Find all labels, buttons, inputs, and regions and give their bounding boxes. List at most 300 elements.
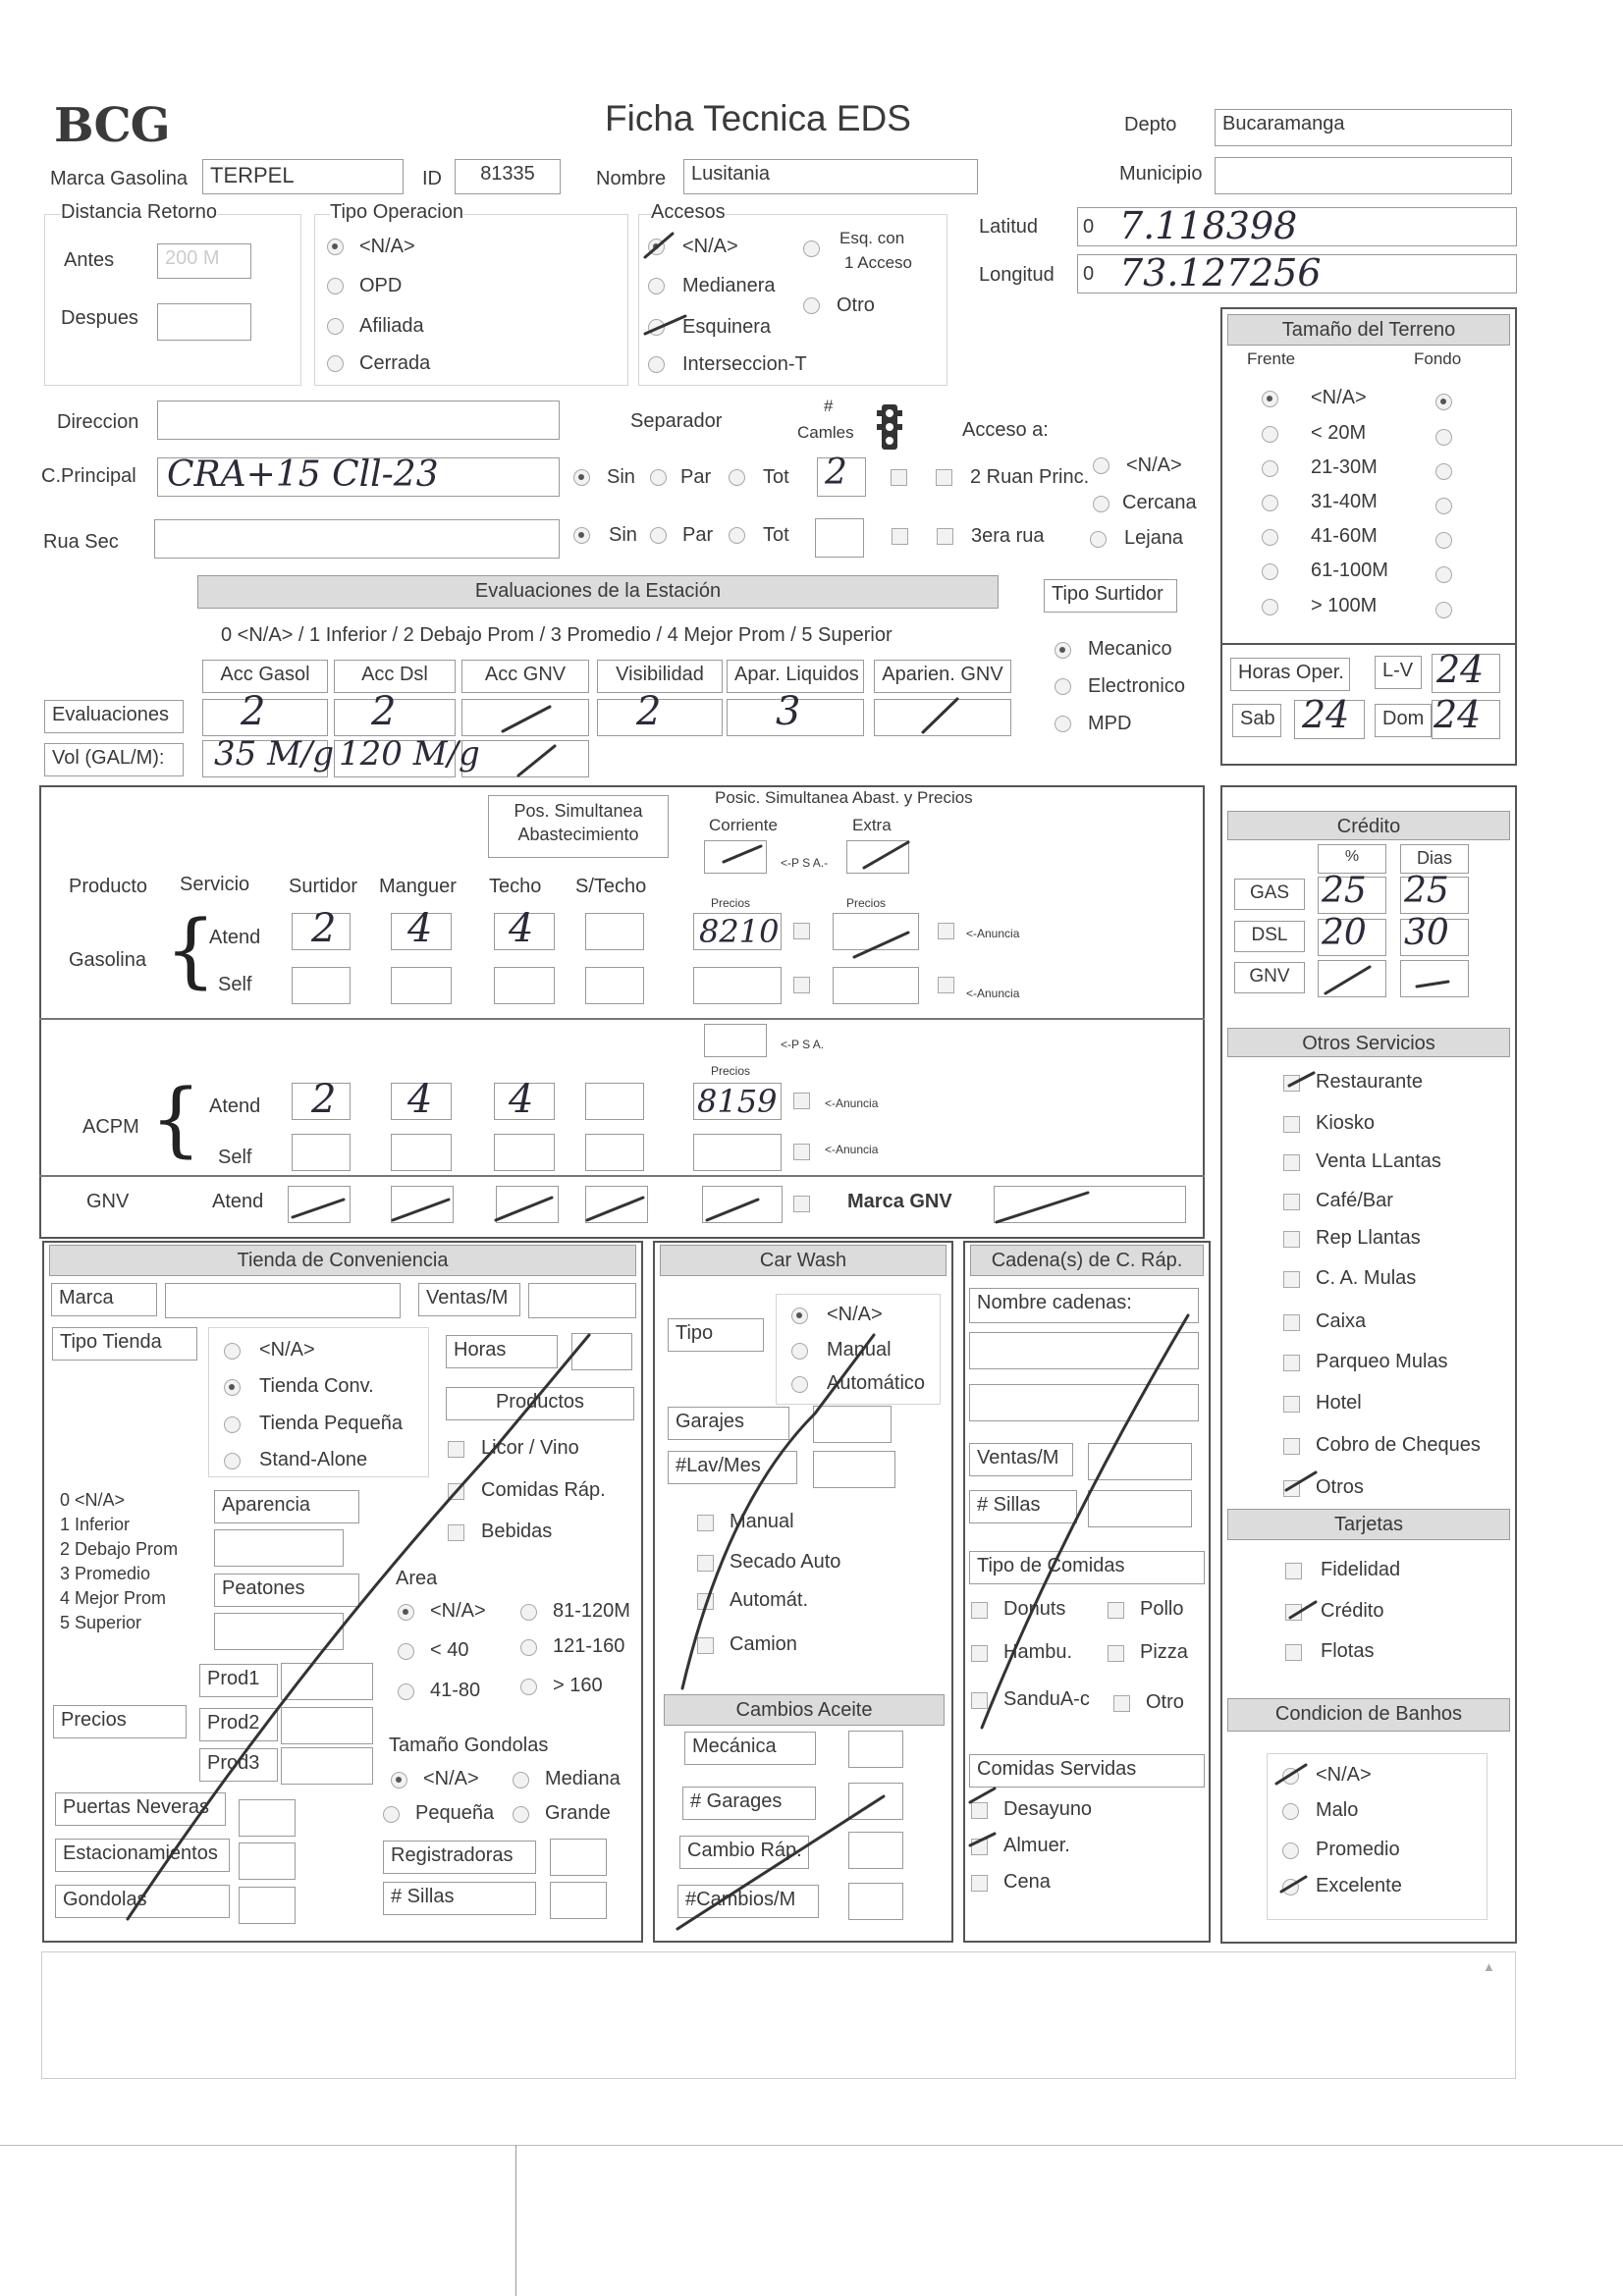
marca-gasolina-field[interactable]: TERPEL (202, 159, 404, 194)
acpm-atend-surtidor: 2 (311, 1077, 337, 1122)
rs-camles-field[interactable] (815, 518, 864, 558)
page-fold-line (515, 2145, 516, 2296)
evaluaciones-scale: 0 <N/A> / 1 Inferior / 2 Debajo Prom / 3 Promedio / 4 Mejor Prom / 5 Superior (221, 624, 893, 646)
otros-checkbox-10[interactable] (1283, 1480, 1300, 1497)
area-radio-0[interactable] (398, 1604, 414, 1621)
area-radio-4[interactable] (520, 1639, 537, 1656)
gas-atend-precio-extra-field[interactable] (833, 913, 919, 950)
carwash-item-checkbox-2[interactable] (697, 1593, 714, 1610)
tarjeta-label-0: Fidelidad (1321, 1559, 1401, 1580)
gnv-manguer-field[interactable] (391, 1186, 454, 1223)
gas-atend-corr-anuncia-checkbox[interactable] (793, 923, 810, 939)
extra-label: Extra (852, 816, 892, 834)
nombre-label: Nombre (596, 168, 667, 189)
prod3-field[interactable] (281, 1747, 373, 1785)
tienda-prod-label-2: Bebidas (481, 1521, 553, 1542)
tipo-operacion-title: Tipo Operacion (330, 201, 463, 223)
gas-atend-extra-anuncia-checkbox[interactable] (938, 923, 954, 939)
tienda-ventas-label: Ventas/M (418, 1283, 520, 1316)
servida-checkbox-0[interactable] (971, 1802, 988, 1819)
fondo-radio-3[interactable] (1435, 498, 1452, 514)
otros-checkbox-8[interactable] (1283, 1396, 1300, 1413)
fondo-radio-6[interactable] (1435, 602, 1452, 618)
tienda-prod-checkbox-0[interactable] (448, 1441, 464, 1458)
peatones-label: Peatones (214, 1574, 359, 1607)
gnv-surtidor-field[interactable] (288, 1186, 351, 1223)
vol-gnv-field[interactable] (461, 740, 589, 777)
tipo-op-na-radio[interactable] (327, 239, 344, 255)
otros-label-0: Restaurante (1316, 1071, 1423, 1093)
horas-field[interactable] (571, 1333, 632, 1370)
acceso-esquinera-radio[interactable] (648, 319, 665, 336)
distancia-title: Distancia Retorno (61, 201, 217, 223)
terreno-option-0: <N/A> (1311, 387, 1367, 408)
acpm-atend-manguer: 4 (407, 1077, 433, 1122)
terreno-option-5: 61-100M (1311, 560, 1388, 581)
comidas-servidas-label: Comidas Servidas (969, 1754, 1205, 1788)
col-servicio: Servicio (180, 874, 250, 895)
antes-field[interactable]: 200 M (157, 243, 251, 279)
carwash-item-checkbox-0[interactable] (697, 1515, 714, 1531)
otros-label-1: Kiosko (1316, 1112, 1376, 1134)
gas-self-precio-corriente-field[interactable] (693, 967, 782, 1004)
acpm-brace: { (150, 1073, 202, 1166)
acceso-interseccion-radio[interactable] (648, 356, 665, 373)
acceso-na-radio[interactable] (648, 239, 665, 255)
tipo-tienda-radio-0[interactable] (224, 1343, 241, 1360)
longitud-label: Longitud (979, 264, 1055, 286)
acceso-a-na-radio[interactable] (1093, 457, 1109, 474)
surtidor-electronico-radio[interactable] (1055, 678, 1071, 695)
cadenas-sillas-label: # Sillas (969, 1490, 1077, 1523)
credito-dias-header: Dias (1400, 844, 1469, 874)
camles-label: Camles (797, 423, 854, 442)
tarjeta-label-1: Crédito (1321, 1600, 1384, 1622)
frente-radio-6[interactable] (1262, 599, 1278, 615)
marca-gasolina-label: Marca Gasolina (50, 168, 189, 189)
comida-label-3: Pizza (1140, 1641, 1188, 1663)
nombre-cadenas-field[interactable]: Nombre cadenas: (969, 1288, 1199, 1323)
frente-radio-3[interactable] (1262, 495, 1278, 511)
cadenas-ventas-field[interactable] (1088, 1443, 1192, 1480)
col-apar-liquidos: Apar. Liquidos (727, 660, 864, 693)
surtidor-electronico-label: Electronico (1088, 675, 1185, 697)
otros-checkbox-4[interactable] (1283, 1231, 1300, 1248)
frente-radio-4[interactable] (1262, 529, 1278, 546)
frente-radio-2[interactable] (1262, 460, 1278, 477)
area-label-3: 81-120M (553, 1600, 630, 1622)
fondo-radio-1[interactable] (1435, 429, 1452, 446)
acpm-self-col-2-field[interactable] (494, 1134, 555, 1171)
acceso-a-cercana-radio[interactable] (1093, 496, 1109, 512)
distancia-group (44, 214, 301, 386)
comida-checkbox-1[interactable] (1108, 1602, 1124, 1619)
acceso-otro-radio[interactable] (803, 297, 820, 314)
carwash-item-label-2: Automát. (730, 1589, 809, 1611)
gas-self-col-0-field[interactable] (292, 967, 351, 1004)
tienda-prod-checkbox-2[interactable] (448, 1524, 464, 1541)
gas-self-extra-anuncia-checkbox[interactable] (938, 977, 954, 993)
area-radio-5[interactable] (520, 1679, 537, 1695)
comida-checkbox-3[interactable] (1108, 1645, 1124, 1662)
latitud-label: Latitud (979, 216, 1039, 238)
fondo-radio-2[interactable] (1435, 463, 1452, 480)
credito-gas-dias-value: 25 (1404, 871, 1449, 911)
tipo-op-opd-label: OPD (359, 275, 403, 296)
area-label-2: 41-80 (430, 1680, 481, 1701)
servida-checkbox-1[interactable] (971, 1839, 988, 1855)
cadenas-ventas-label: Ventas/M (969, 1443, 1073, 1476)
tipo-op-opd-radio[interactable] (327, 278, 344, 294)
frente-radio-1[interactable] (1262, 426, 1278, 443)
direccion-label: Direccion (57, 411, 139, 433)
tamano-label-2: Pequeña (415, 1802, 495, 1824)
ncambios-field[interactable] (848, 1883, 903, 1920)
acpm-atend-anuncia-checkbox[interactable] (793, 1093, 810, 1109)
gondolas-field[interactable] (239, 1887, 296, 1924)
tera-rua-checkbox[interactable] (937, 528, 953, 545)
tarjeta-checkbox-0[interactable] (1285, 1563, 1302, 1579)
ngarages-label: # Garages (682, 1787, 816, 1820)
surtidor-mecanico-label: Mecanico (1088, 638, 1172, 660)
acpm-self-col-0-field[interactable] (292, 1134, 351, 1171)
acpm-divider (39, 1175, 1205, 1177)
banhos-label-0: <N/A> (1316, 1764, 1372, 1786)
acpm-anuncia-1: <-Anuncia (825, 1096, 879, 1110)
terreno-option-3: 31-40M (1311, 491, 1378, 512)
depto-field[interactable]: Bucaramanga (1215, 109, 1512, 146)
gnv-stecho-field[interactable] (585, 1186, 648, 1223)
tipo-op-na-label: <N/A> (359, 236, 415, 257)
ruan-princ-checkbox[interactable] (936, 469, 952, 486)
registradoras-field[interactable] (550, 1839, 607, 1876)
otros-checkbox-6[interactable] (1283, 1314, 1300, 1331)
garajes-label: Garajes (668, 1407, 789, 1440)
tienda-prod-label-1: Comidas Ráp. (481, 1479, 606, 1501)
otros-checkbox-9[interactable] (1283, 1438, 1300, 1455)
lv-value: 24 (1436, 648, 1485, 691)
frente-radio-0[interactable] (1262, 391, 1278, 407)
marca-gnv-field[interactable] (994, 1186, 1186, 1223)
otros-checkbox-2[interactable] (1283, 1154, 1300, 1171)
comida-checkbox-5[interactable] (1113, 1695, 1130, 1712)
tipo-tienda-radio-3[interactable] (224, 1453, 241, 1469)
gnv-atend-label: Atend (212, 1191, 264, 1212)
acpm-self-precio-field[interactable] (693, 1134, 782, 1171)
acpm-atend-col-3-field[interactable] (585, 1083, 644, 1120)
tipo-comidas-label: Tipo de Comidas (969, 1551, 1205, 1584)
cprincipal-label: C.Principal (41, 465, 136, 487)
gas-self-corr-anuncia-checkbox[interactable] (793, 977, 810, 993)
surtidor-mpd-radio[interactable] (1055, 716, 1071, 732)
servida-label-1: Almuer. (1003, 1835, 1070, 1856)
estacionamientos-field[interactable] (239, 1842, 296, 1880)
area-radio-1[interactable] (398, 1643, 414, 1660)
cambio-rap-label: Cambio Ráp. (679, 1836, 809, 1869)
cambio-rap-field[interactable] (848, 1832, 903, 1869)
tipo-op-afiliada-radio[interactable] (327, 318, 344, 335)
carwash-item-checkbox-3[interactable] (697, 1637, 714, 1654)
registradoras-label: Registradoras (383, 1841, 536, 1874)
rs-par-label: Par (682, 524, 714, 546)
rs-separador-checkbox[interactable] (892, 528, 908, 545)
ngarages-field[interactable] (848, 1783, 903, 1820)
acpm-self-col-3-field[interactable] (585, 1134, 644, 1171)
col-acc-gasol: Acc Gasol (202, 660, 328, 693)
comida-label-2: Hambu. (1003, 1641, 1073, 1663)
cadenas-sillas-field[interactable] (1088, 1490, 1192, 1527)
corriente-psa-field[interactable] (704, 840, 767, 874)
depto-label: Depto (1124, 114, 1177, 135)
municipio-field[interactable] (1215, 157, 1512, 194)
carwash-item-checkbox-1[interactable] (697, 1555, 714, 1572)
gnv-label: GNV (86, 1191, 130, 1212)
gas-self-precio-extra-field[interactable] (833, 967, 919, 1004)
tipo-tienda-label-0: <N/A> (259, 1339, 315, 1361)
otros-checkbox-3[interactable] (1283, 1194, 1300, 1210)
tipo-op-cerrada-label: Cerrada (359, 352, 431, 374)
bcg-logo: BCG (54, 98, 170, 153)
despues-field[interactable] (157, 303, 251, 341)
otros-servicios-title: Otros Servicios (1227, 1028, 1510, 1057)
gas-self-col-1-field[interactable] (391, 967, 452, 1004)
comments-textarea[interactable] (41, 1951, 1516, 2079)
surtidor-mpd-label: MPD (1088, 713, 1132, 734)
lv-label: L-V (1375, 656, 1422, 689)
tienda-scale-5: 5 Superior (60, 1613, 142, 1632)
tamano-radio-0[interactable] (391, 1772, 407, 1789)
acceso-interseccion-label: Interseccion-T (682, 353, 807, 375)
acceso-a-label: Acceso a: (962, 419, 1049, 441)
puertas-neveras-field[interactable] (239, 1799, 296, 1837)
col-manguer: Manguer (379, 876, 457, 897)
rs-sin-radio[interactable] (573, 527, 590, 544)
acpm-precios-label: Precios (711, 1064, 751, 1078)
evaluaciones-header: Evaluaciones de la Estación (197, 575, 999, 609)
area-radio-3[interactable] (520, 1604, 537, 1621)
rs-tot-radio[interactable] (729, 527, 745, 544)
latitud-prefix: 0 (1083, 216, 1095, 238)
cp-par-radio[interactable] (650, 469, 667, 486)
tamano-radio-1[interactable] (513, 1772, 529, 1789)
cp-sin-radio[interactable] (573, 469, 590, 486)
vol-label: Vol (GAL/M): (44, 743, 184, 776)
gas-anuncia-2: <-Anuncia (966, 987, 1020, 1000)
fondo-label: Fondo (1414, 349, 1462, 368)
gnv-anuncia-checkbox[interactable] (793, 1196, 810, 1212)
col-acc-gnv: Acc GNV (461, 660, 589, 693)
peatones-field[interactable] (214, 1613, 344, 1650)
acpm-atend-techo: 4 (509, 1077, 534, 1122)
marca-gnv-label: Marca GNV (847, 1191, 952, 1212)
banhos-radio-0[interactable] (1282, 1768, 1299, 1785)
acpm-self-anuncia-checkbox[interactable] (793, 1144, 810, 1160)
otros-checkbox-0[interactable] (1283, 1075, 1300, 1092)
otros-label-3: Café/Bar (1316, 1190, 1393, 1211)
otros-checkbox-5[interactable] (1283, 1271, 1300, 1288)
tienda-sillas-label: # Sillas (383, 1882, 536, 1915)
cp-sin-label: Sin (607, 466, 635, 488)
fondo-radio-0[interactable] (1435, 394, 1452, 410)
credito-gnv-pct-field[interactable] (1318, 960, 1386, 997)
eval-value-acc-dsl: 2 (371, 689, 397, 734)
sab-label: Sab (1232, 704, 1281, 737)
latitud-value: 7.118398 (1119, 204, 1298, 247)
credito-gas-label: GAS (1234, 879, 1305, 910)
banhos-label-1: Malo (1316, 1799, 1359, 1821)
lav-mes-field[interactable] (813, 1451, 895, 1488)
gas-self-col-3-field[interactable] (585, 967, 644, 1004)
tamano-radio-2[interactable] (383, 1806, 400, 1823)
lav-mes-label: #Lav/Mes (668, 1451, 797, 1484)
gas-self-col-2-field[interactable] (494, 967, 555, 1004)
cp-separador-checkbox[interactable] (891, 469, 907, 486)
tienda-scale-2: 2 Debajo Prom (60, 1539, 179, 1559)
cp-par-label: Par (680, 466, 712, 488)
tarjeta-checkbox-1[interactable] (1285, 1604, 1302, 1621)
tienda-marca-field[interactable] (165, 1283, 401, 1318)
scroll-up-icon[interactable]: ▲ (1483, 1959, 1495, 1974)
cambios-aceite-title: Cambios Aceite (664, 1694, 945, 1726)
longitud-value: 73.127256 (1119, 251, 1322, 294)
aparencia-field[interactable] (214, 1529, 344, 1567)
longitud-prefix: 0 (1083, 263, 1095, 285)
carwash-tipo-radio-1[interactable] (791, 1343, 808, 1360)
tipo-op-cerrada-radio[interactable] (327, 355, 344, 372)
gas-anuncia-1: <-Anuncia (966, 927, 1020, 940)
mecanica-field[interactable] (848, 1731, 903, 1768)
frente-label: Frente (1247, 349, 1296, 368)
servida-label-2: Cena (1003, 1871, 1051, 1893)
credito-gnv-dias-field[interactable] (1400, 960, 1469, 997)
tarjetas-title: Tarjetas (1227, 1509, 1510, 1540)
direccion-field[interactable] (157, 400, 560, 440)
tarjeta-checkbox-2[interactable] (1285, 1644, 1302, 1661)
servida-checkbox-2[interactable] (971, 1875, 988, 1892)
fondo-radio-5[interactable] (1435, 566, 1452, 583)
acpm-self-col-1-field[interactable] (391, 1134, 452, 1171)
carwash-tipo-radio-2[interactable] (791, 1376, 808, 1393)
tipo-tienda-label-3: Stand-Alone (259, 1449, 368, 1470)
tienda-prod-label-0: Licor / Vino (481, 1437, 579, 1459)
acceso-a-na-label: <N/A> (1126, 454, 1182, 476)
tienda-title: Tienda de Conveniencia (49, 1245, 636, 1276)
area-label-4: 121-160 (553, 1635, 625, 1657)
tienda-marca-label: Marca (51, 1283, 157, 1316)
tipo-tienda-label-2: Tienda Pequeña (259, 1413, 404, 1434)
carwash-tipo-label-0: <N/A> (827, 1304, 883, 1325)
banhos-radio-3[interactable] (1282, 1879, 1299, 1896)
rs-sin-label: Sin (609, 524, 637, 546)
cp-tot-radio[interactable] (729, 469, 745, 486)
carwash-tipo-radio-0[interactable] (791, 1308, 808, 1324)
cadenas-field-2[interactable] (969, 1332, 1199, 1369)
surtidor-mecanico-radio[interactable] (1055, 642, 1071, 659)
col-visibilidad: Visibilidad (597, 660, 723, 693)
page-title: Ficha Tecnica EDS (605, 98, 911, 138)
rs-tot-label: Tot (763, 524, 789, 546)
credito-pct-header: % (1318, 844, 1386, 874)
acpm-psa-field[interactable] (704, 1024, 767, 1057)
area-radio-2[interactable] (398, 1683, 414, 1700)
otros-checkbox-1[interactable] (1283, 1116, 1300, 1133)
despues-label: Despues (61, 307, 138, 329)
estacionamientos-label: Estacionamientos (55, 1839, 230, 1872)
gas-atend-techo: 4 (509, 906, 534, 951)
comida-checkbox-0[interactable] (971, 1602, 988, 1619)
acceso-a-lejana-radio[interactable] (1090, 531, 1107, 548)
acceso-esq-radio[interactable] (803, 240, 820, 257)
cadenas-field-3[interactable] (969, 1384, 1199, 1421)
rs-par-radio[interactable] (650, 527, 667, 544)
fondo-radio-4[interactable] (1435, 532, 1452, 549)
acceso-na-label: <N/A> (682, 236, 738, 257)
sab-value: 24 (1302, 693, 1350, 736)
extra-psa-field[interactable] (846, 840, 909, 874)
gas-precios-corr-label: Precios (711, 896, 751, 910)
terreno-divider (1220, 643, 1517, 645)
prod1-field[interactable] (281, 1663, 373, 1700)
eval-value-visibilidad: 2 (636, 689, 662, 734)
col-aparien-gnv: Aparien. GNV (874, 660, 1011, 693)
acpm-anuncia-2: <-Anuncia (825, 1143, 879, 1156)
comida-label-0: Donuts (1003, 1598, 1066, 1620)
comida-checkbox-4[interactable] (971, 1692, 988, 1709)
tienda-prod-checkbox-1[interactable] (448, 1483, 464, 1500)
eval-acc-gnv-field[interactable] (461, 699, 589, 736)
tamano-gondolas-label: Tamaño Gondolas (389, 1735, 549, 1756)
prod1-label: Prod1 (199, 1664, 278, 1697)
area-label-1: < 40 (430, 1639, 469, 1661)
carwash-item-label-1: Secado Auto (730, 1551, 841, 1573)
area-label: Area (396, 1568, 438, 1589)
tienda-sillas-field[interactable] (550, 1882, 607, 1919)
ruasec-field[interactable] (154, 519, 560, 559)
tipo-tienda-radio-2[interactable] (224, 1416, 241, 1433)
municipio-label: Municipio (1119, 163, 1203, 185)
gas-atend-col-3-field[interactable] (585, 913, 644, 950)
productos-label: Productos (446, 1387, 634, 1420)
carwash-tipo-label-2: Automático (827, 1372, 926, 1394)
gasolina-label: Gasolina (69, 949, 146, 971)
tipo-tienda-radio-1[interactable] (224, 1379, 241, 1396)
tera-rua-label: 3era rua (971, 525, 1045, 547)
dom-label: Dom (1375, 704, 1432, 737)
tamano-radio-3[interactable] (513, 1806, 529, 1823)
tienda-ventas-field[interactable] (528, 1283, 636, 1318)
gas-self-label: Self (218, 974, 252, 995)
garajes-field[interactable] (813, 1406, 892, 1443)
gnv-precio-field[interactable] (702, 1186, 783, 1223)
banhos-radio-2[interactable] (1282, 1842, 1299, 1859)
nombre-field[interactable]: Lusitania (683, 159, 978, 194)
id-field[interactable]: 81335 (455, 159, 561, 194)
otros-label-6: Caixa (1316, 1310, 1367, 1332)
frente-radio-5[interactable] (1262, 563, 1278, 580)
banhos-radio-1[interactable] (1282, 1803, 1299, 1820)
gnv-techo-field[interactable] (496, 1186, 559, 1223)
ruasec-label: Rua Sec (43, 531, 119, 553)
acpm-self-label: Self (218, 1147, 252, 1168)
otros-checkbox-7[interactable] (1283, 1355, 1300, 1371)
terreno-option-6: > 100M (1311, 595, 1378, 616)
eval-aparien-gnv-field[interactable] (874, 699, 1011, 736)
banhos-label-3: Excelente (1316, 1875, 1402, 1896)
comida-checkbox-2[interactable] (971, 1645, 988, 1662)
otros-label-4: Rep Llantas (1316, 1227, 1421, 1249)
prod2-field[interactable] (281, 1707, 373, 1744)
acceso-medianera-radio[interactable] (648, 278, 665, 294)
